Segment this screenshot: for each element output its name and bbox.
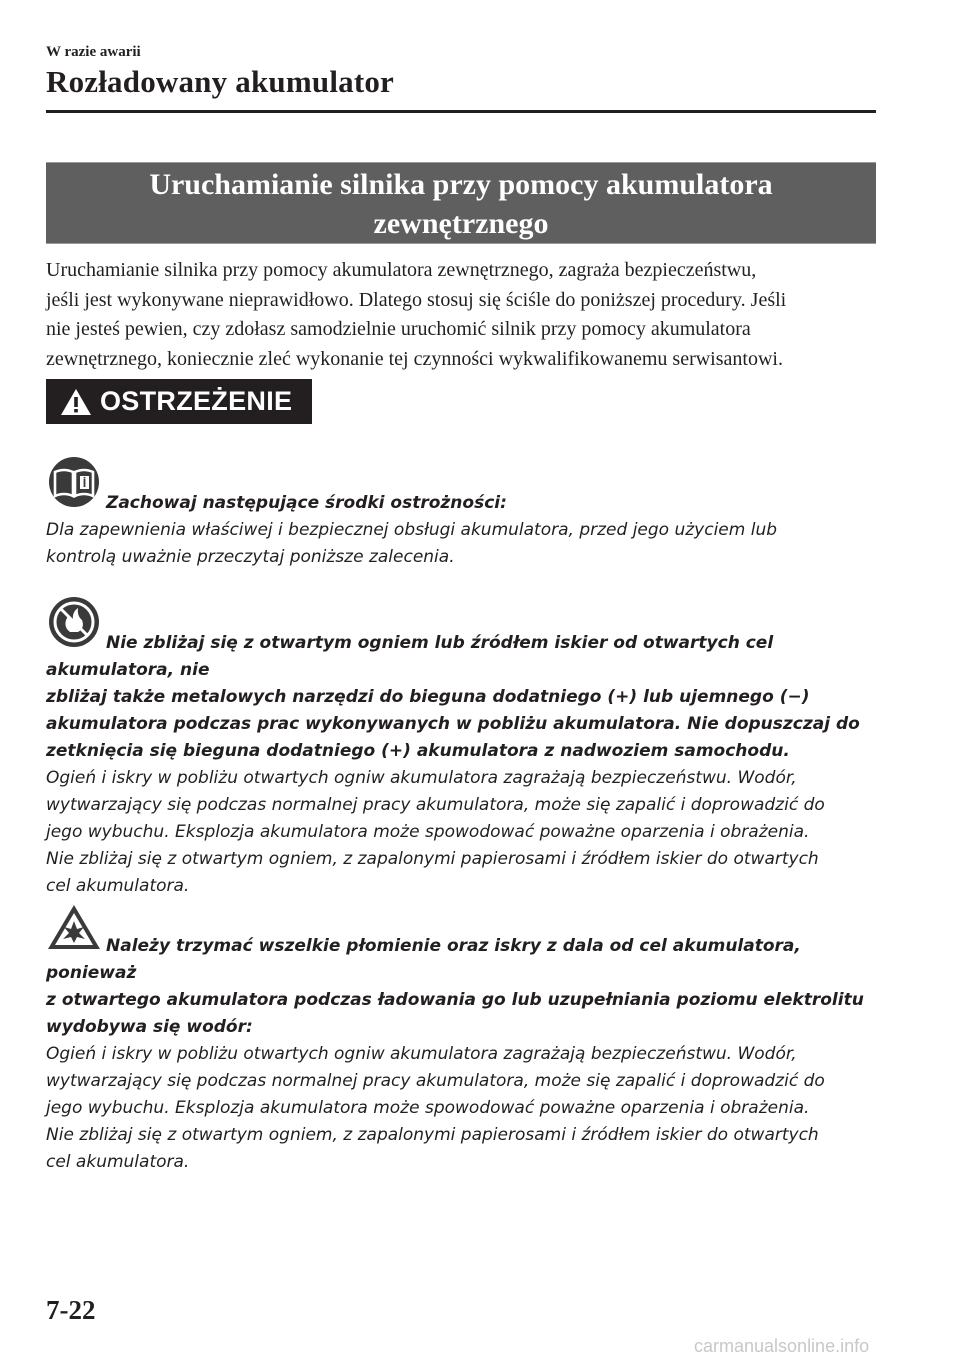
warning-lead: Należy trzymać wszelkie płomienie oraz iskry z dala od cel akumulatora, ponieważ bbox=[46, 936, 801, 983]
banner-title-line-2: zewnętrznego bbox=[373, 207, 549, 240]
warning-body-line: wytwarzający się podczas normalnej pracy akumulatora, może się zapalić i doprowadzić do bbox=[46, 1071, 825, 1091]
header-rule bbox=[46, 110, 876, 113]
page-number: 7-22 bbox=[46, 1295, 96, 1325]
warning-body-line: Ogień i iskry w pobliżu otwartych ogniw akumulatora zagrażają bezpieczeństwu. Wodór, bbox=[46, 1044, 797, 1064]
section-label: W razie awarii bbox=[46, 44, 141, 60]
intro-line: jeśli jest wykonywane nieprawidłowo. Dlatego stosuj się ściśle do poniższej procedury. Jeśli bbox=[46, 288, 787, 311]
warning-item-open-flame bbox=[46, 596, 886, 900]
warning-item-hydrogen bbox=[46, 903, 886, 1176]
watermark: carmanualsonline.info bbox=[694, 1336, 870, 1356]
warning-triangle-icon bbox=[60, 388, 92, 416]
explosion-warning-icon bbox=[46, 903, 102, 960]
manual-book-icon bbox=[46, 456, 102, 517]
warning-item-precautions bbox=[46, 456, 886, 571]
warning-lead-line: zetknięcia się bieguna dodatniego (+) akumulatora z nadwoziem samochodu. bbox=[46, 741, 790, 761]
warning-body-line: wytwarzający się podczas normalnej pracy akumulatora, może się zapalić i doprowadzić do bbox=[46, 795, 825, 815]
warning-body-line: cel akumulatora. bbox=[46, 1152, 190, 1172]
intro-line: Uruchamianie silnika przy pomocy akumulatora zewnętrznego, zagraża bezpieczeństwu, bbox=[46, 259, 757, 281]
intro-paragraph bbox=[46, 256, 882, 374]
intro-line: nie jesteś pewien, czy zdołasz samodzielnie uruchomić silnik przy pomocy akumulatora bbox=[46, 318, 751, 340]
warning-lead-line: zbliżaj także metalowych narzędzi do bieguna dodatniego (+) lub ujemnego (−) bbox=[46, 687, 810, 707]
warning-body-line: jego wybuchu. Eksplozja akumulatora może spowodować poważne oparzenia i obrażenia. bbox=[46, 822, 810, 842]
warning-lead: Zachowaj następujące środki ostrożności: bbox=[106, 493, 507, 513]
warning-body-line: Ogień i iskry w pobliżu otwartych ogniw akumulatora zagrażają bezpieczeństwu. Wodór, bbox=[46, 768, 797, 788]
warning-lead: Nie zbliżaj się z otwartym ogniem lub źródłem iskier od otwartych cel akumulatora, nie bbox=[46, 633, 774, 680]
warning-lead-line: akumulatora podczas prac wykonywanych w pobliżu akumulatora. Nie dopuszczaj do bbox=[46, 714, 860, 734]
warning-lead-line: z otwartego akumulatora podczas ładowania go lub uzupełniania poziomu elektrolitu bbox=[46, 990, 864, 1010]
warning-body-line: Nie zbliżaj się z otwartym ogniem, z zapalonymi papierosami i źródłem iskier do otwartych bbox=[46, 849, 819, 869]
warning-body-line: kontrolą uważnie przeczytaj poniższe zalecenia. bbox=[46, 547, 455, 567]
banner-title-line-1: Uruchamianie silnika przy pomocy akumulatora bbox=[149, 168, 773, 201]
intro-line: zewnętrznego, koniecznie zleć wykonanie tej czynności wykwalifikowanemu serwisantowi. bbox=[46, 347, 783, 370]
warning-body-line: Nie zbliżaj się z otwartym ogniem, z zapalonymi papierosami i źródłem iskier do otwartych bbox=[46, 1125, 819, 1145]
section-banner bbox=[46, 162, 876, 244]
warning-label bbox=[46, 379, 312, 424]
warning-body-line: jego wybuchu. Eksplozja akumulatora może spowodować poważne oparzenia i obrażenia. bbox=[46, 1098, 810, 1118]
no-flame-icon bbox=[46, 596, 102, 657]
warning-body-line: cel akumulatora. bbox=[46, 876, 190, 896]
chapter-title: Rozładowany akumulator bbox=[46, 64, 395, 99]
warning-body-line: Dla zapewnienia właściwej i bezpiecznej obsługi akumulatora, przed jego użyciem lub bbox=[46, 520, 778, 540]
warning-label-text: OSTRZEŻENIE bbox=[100, 386, 293, 416]
warning-lead-line: wydobywa się wodór: bbox=[46, 1017, 253, 1037]
